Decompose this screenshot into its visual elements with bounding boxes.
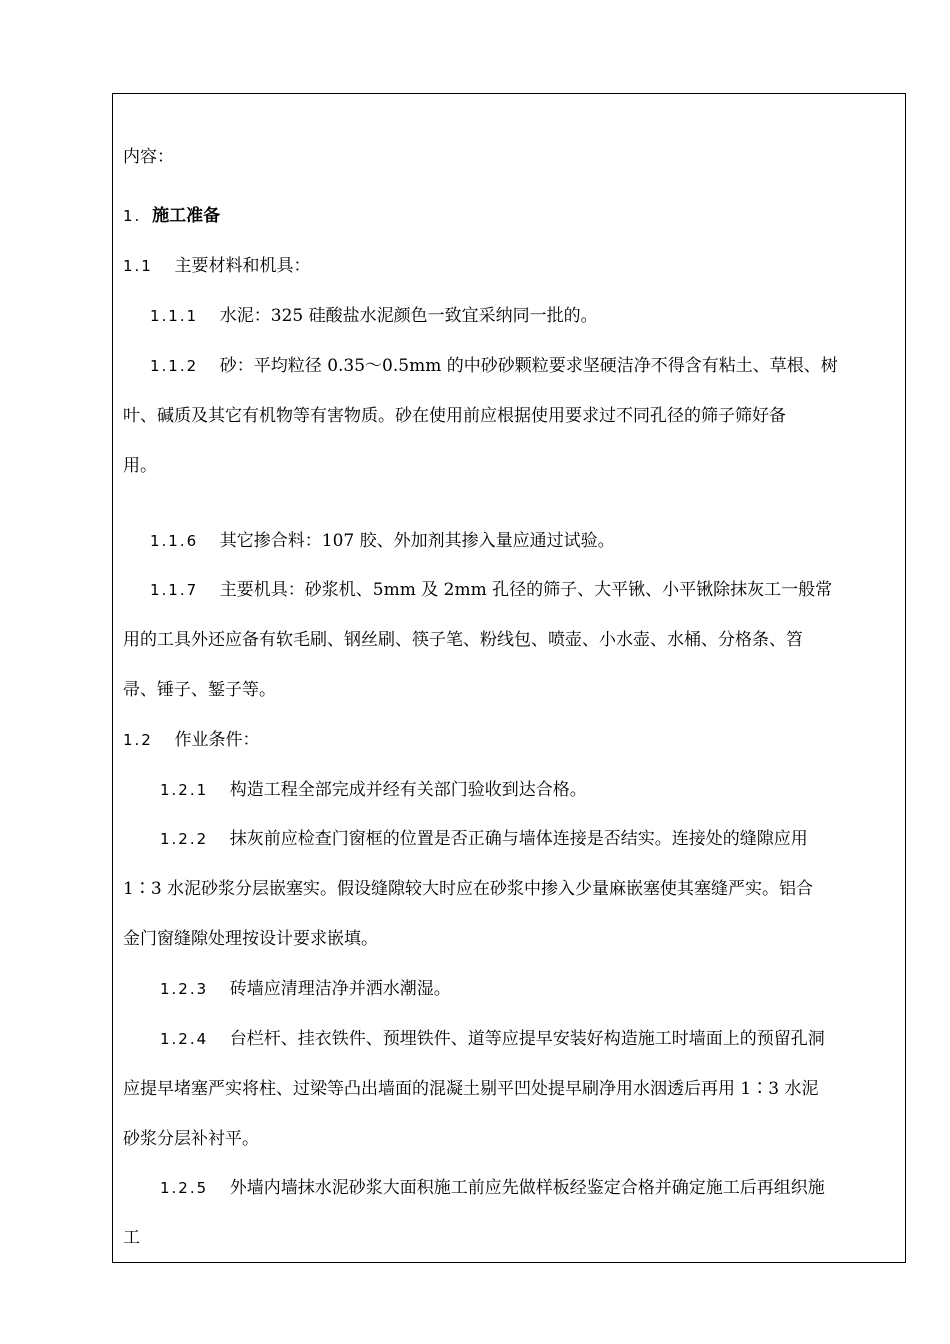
paragraph-continuation: 帚、锤子、錾子等。 bbox=[123, 680, 276, 700]
paragraph-continuation: 工 bbox=[123, 1228, 140, 1248]
paragraph-continuation: 应提早堵塞严实将柱、过梁等凸出墙面的混凝土剔平凹处提早刷净用水洇透后再用 1∶3 水泥 bbox=[123, 1079, 819, 1099]
paragraph-continuation: 叶、碱质及其它有机物等有害物质。砂在使用前应根据使用要求过不同孔径的筛子筛好备 bbox=[123, 406, 786, 426]
paragraph-continuation: 砂浆分层补衬平。 bbox=[123, 1129, 259, 1149]
intro-label: 内容： bbox=[123, 147, 174, 167]
paragraph-continuation: 用。 bbox=[123, 456, 157, 476]
paragraph: 1.2.4 台栏杆、挂衣铁件、预埋铁件、道等应提早安装好构造施工时墙面上的预留孔洞 bbox=[160, 1029, 825, 1049]
subsection-heading: 1.1 主要材料和机具： bbox=[123, 256, 311, 276]
paragraph: 1.1.6 其它掺合料：107 胶、外加剂其掺入量应通过试验。 bbox=[150, 531, 615, 551]
section-heading: 1. 施工准备 bbox=[123, 206, 221, 226]
paragraph: 1.2.3 砖墙应清理洁净并洒水潮湿。 bbox=[160, 979, 451, 999]
paragraph: 1.2.5 外墙内墙抹水泥砂浆大面积施工前应先做样板经鉴定合格并确定施工后再组织施 bbox=[160, 1178, 825, 1198]
paragraph-continuation: 用的工具外还应备有软毛刷、钢丝刷、筷子笔、粉线包、喷壶、小水壶、水桶、分格条、笤 bbox=[123, 630, 803, 650]
paragraph: 1.1.2 砂：平均粒径 0.35～0.5mm 的中砂砂颗粒要求坚硬洁净不得含有粘土、草根、树 bbox=[150, 356, 838, 376]
paragraph: 1.1.1 水泥：325 硅酸盐水泥颜色一致宜采纳同一批的。 bbox=[150, 306, 598, 326]
paragraph-continuation: 1∶3 水泥砂浆分层嵌塞实。假设缝隙较大时应在砂浆中掺入少量麻嵌塞使其塞缝严实。铝合 bbox=[123, 879, 814, 899]
subsection-heading: 1.2 作业条件： bbox=[123, 730, 260, 750]
paragraph: 1.2.1 构造工程全部完成并经有关部门验收到达合格。 bbox=[160, 780, 587, 800]
paragraph: 1.2.2 抹灰前应检查门窗框的位置是否正确与墙体连接是否结实。连接处的缝隙应用 bbox=[160, 829, 808, 849]
paragraph: 1.1.7 主要机具：砂浆机、5mm 及 2mm 孔径的筛子、大平锹、小平锹除抹灰工一般常 bbox=[150, 580, 833, 600]
paragraph-continuation: 金门窗缝隙处理按设计要求嵌填。 bbox=[123, 929, 378, 949]
